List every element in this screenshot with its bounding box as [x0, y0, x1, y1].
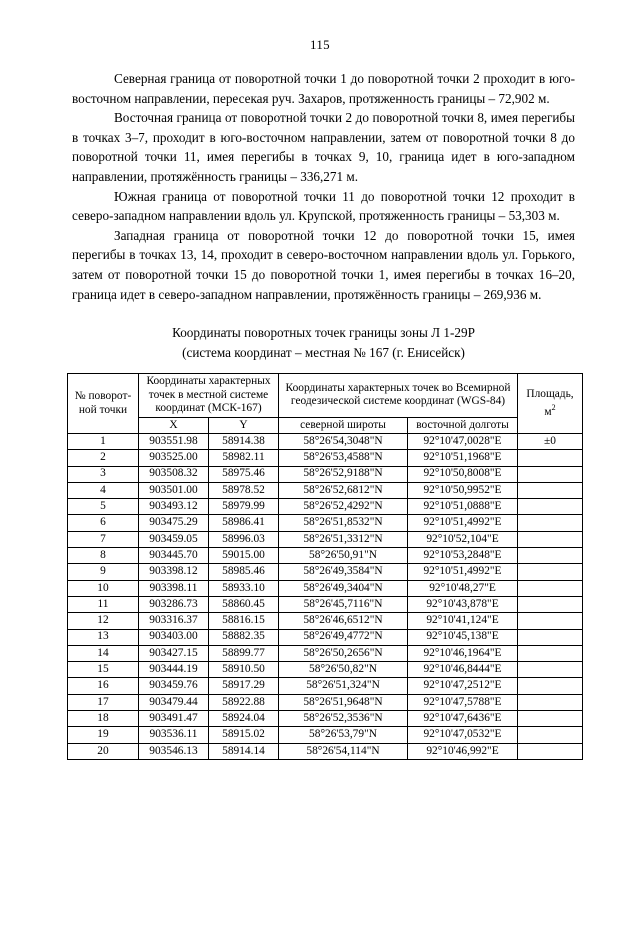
cell-longitude: 92°10'47,6436"E	[408, 710, 518, 726]
cell-y: 58985.46	[209, 564, 279, 580]
paragraph-north-border: Северная граница от поворотной точки 1 до поворотной точки 2 проходит в юго-восточном направлении, пересекая руч. Захаров, протяженность границы – 72,902 м.	[72, 71, 575, 106]
cell-latitude: 58°26'50,82"N	[279, 662, 408, 678]
cell-point-number: 2	[68, 450, 139, 466]
cell-y: 58979.99	[209, 499, 279, 515]
table-title-line-1: Координаты поворотных точек границы зоны Л 1-29Р	[172, 325, 475, 341]
table-row	[68, 482, 583, 498]
cell-x: 903551.98	[139, 433, 209, 449]
cell-longitude: 92°10'53,2848"E	[408, 548, 518, 564]
cell-area	[518, 645, 583, 661]
cell-latitude: 58°26'51,324"N	[279, 678, 408, 694]
coordinates-table	[67, 373, 583, 760]
cell-area	[518, 596, 583, 612]
table-row	[68, 596, 583, 612]
cell-point-number: 20	[68, 743, 139, 759]
cell-point-number: 7	[68, 531, 139, 547]
cell-longitude: 92°10'51,1968"E	[408, 450, 518, 466]
table-row	[68, 433, 583, 449]
cell-x: 903459.76	[139, 678, 209, 694]
cell-y: 58986.41	[209, 515, 279, 531]
cell-y: 58922.88	[209, 694, 279, 710]
header-wgs-coords: Координаты характерных точек во Всемирной геодезической системе координат (WGS-84)	[279, 374, 518, 417]
cell-x: 903403.00	[139, 629, 209, 645]
cell-longitude: 92°10'51,4992"E	[408, 564, 518, 580]
cell-latitude: 58°26'53,4588"N	[279, 450, 408, 466]
table-title	[0, 323, 640, 362]
header-area	[518, 374, 583, 434]
table-row	[68, 613, 583, 629]
cell-point-number: 4	[68, 482, 139, 498]
table-row	[68, 499, 583, 515]
table-header	[68, 374, 583, 434]
cell-longitude: 92°10'45,138"E	[408, 629, 518, 645]
table-body	[68, 433, 583, 759]
table-row	[68, 727, 583, 743]
cell-x: 903475.29	[139, 515, 209, 531]
cell-x: 903398.12	[139, 564, 209, 580]
cell-longitude: 92°10'51,4992"E	[408, 515, 518, 531]
page-number: 115	[310, 37, 330, 52]
cell-point-number: 13	[68, 629, 139, 645]
cell-y: 58910.50	[209, 662, 279, 678]
cell-area	[518, 450, 583, 466]
cell-y: 58933.10	[209, 580, 279, 596]
cell-point-number: 16	[68, 678, 139, 694]
cell-area	[518, 482, 583, 498]
cell-latitude: 58°26'49,4772"N	[279, 629, 408, 645]
cell-longitude: 92°10'51,0888"E	[408, 499, 518, 515]
cell-x: 903286.73	[139, 596, 209, 612]
cell-longitude: 92°10'52,104"E	[408, 531, 518, 547]
header-longitude: восточной долготы	[408, 417, 518, 433]
cell-x: 903427.15	[139, 645, 209, 661]
cell-longitude: 92°10'47,2512"E	[408, 678, 518, 694]
header-area-label: Площадь,	[526, 387, 574, 400]
cell-latitude: 58°26'50,91"N	[279, 548, 408, 564]
body-text-block	[0, 69, 640, 304]
table-row	[68, 580, 583, 596]
table-row	[68, 564, 583, 580]
cell-y: 58899.77	[209, 645, 279, 661]
cell-longitude: 92°10'46,8444"E	[408, 662, 518, 678]
cell-area	[518, 613, 583, 629]
cell-longitude: 92°10'46,1964"E	[408, 645, 518, 661]
header-y: Y	[209, 417, 279, 433]
cell-y: 58996.03	[209, 531, 279, 547]
cell-latitude: 58°26'54,114"N	[279, 743, 408, 759]
cell-y: 58917.29	[209, 678, 279, 694]
cell-point-number: 17	[68, 694, 139, 710]
table-row	[68, 531, 583, 547]
header-local-coords: Координаты характерных точек в местной системе координат (МСК-167)	[139, 374, 279, 417]
table-row	[68, 629, 583, 645]
cell-latitude: 58°26'49,3404"N	[279, 580, 408, 596]
cell-area	[518, 580, 583, 596]
cell-longitude: 92°10'41,124"E	[408, 613, 518, 629]
table-header-row-2	[68, 417, 583, 433]
cell-longitude: 92°10'47,0028"E	[408, 433, 518, 449]
cell-x: 903459.05	[139, 531, 209, 547]
cell-point-number: 3	[68, 466, 139, 482]
cell-longitude: 92°10'46,992"E	[408, 743, 518, 759]
table-row	[68, 466, 583, 482]
cell-y: 58978.52	[209, 482, 279, 498]
cell-x: 903398.11	[139, 580, 209, 596]
cell-latitude: 58°26'54,3048"N	[279, 433, 408, 449]
cell-latitude: 58°26'52,6812"N	[279, 482, 408, 498]
cell-point-number: 12	[68, 613, 139, 629]
header-x: X	[139, 417, 209, 433]
cell-x: 903316.37	[139, 613, 209, 629]
cell-x: 903445.70	[139, 548, 209, 564]
cell-longitude: 92°10'43,878"E	[408, 596, 518, 612]
cell-latitude: 58°26'46,6512"N	[279, 613, 408, 629]
cell-area	[518, 727, 583, 743]
coordinates-table-container	[0, 373, 640, 760]
cell-x: 903501.00	[139, 482, 209, 498]
cell-y: 58914.14	[209, 743, 279, 759]
cell-y: 58816.15	[209, 613, 279, 629]
cell-latitude: 58°26'52,4292"N	[279, 499, 408, 515]
cell-point-number: 8	[68, 548, 139, 564]
cell-area	[518, 710, 583, 726]
cell-y: 58915.02	[209, 727, 279, 743]
cell-x: 903493.12	[139, 499, 209, 515]
cell-latitude: 58°26'51,9648"N	[279, 694, 408, 710]
table-row	[68, 548, 583, 564]
cell-area	[518, 531, 583, 547]
cell-area	[518, 743, 583, 759]
cell-longitude: 92°10'47,0532"E	[408, 727, 518, 743]
cell-area	[518, 548, 583, 564]
cell-y: 58860.45	[209, 596, 279, 612]
cell-latitude: 58°26'53,79"N	[279, 727, 408, 743]
cell-longitude: 92°10'47,5788"E	[408, 694, 518, 710]
cell-point-number: 5	[68, 499, 139, 515]
cell-area	[518, 499, 583, 515]
cell-area	[518, 629, 583, 645]
cell-point-number: 15	[68, 662, 139, 678]
cell-latitude: 58°26'51,8532"N	[279, 515, 408, 531]
cell-x: 903444.19	[139, 662, 209, 678]
cell-point-number: 9	[68, 564, 139, 580]
cell-point-number: 10	[68, 580, 139, 596]
cell-point-number: 6	[68, 515, 139, 531]
paragraph-south-border: Южная граница от поворотной точки 11 до поворотной точки 12 проходит в северо-западном направлении вдоль ул. Крупской, протяженность границы – 53,303 м.	[72, 188, 575, 224]
cell-longitude: 92°10'50,8008"E	[408, 466, 518, 482]
cell-x: 903536.11	[139, 727, 209, 743]
cell-longitude: 92°10'48,27"E	[408, 580, 518, 596]
table-row	[68, 450, 583, 466]
table-row	[68, 515, 583, 531]
cell-x: 903508.32	[139, 466, 209, 482]
cell-latitude: 58°26'52,3536"N	[279, 710, 408, 726]
cell-y: 58882.35	[209, 629, 279, 645]
cell-area	[518, 515, 583, 531]
cell-point-number: 11	[68, 596, 139, 612]
header-area-unit-exponent: 2	[551, 403, 556, 413]
cell-area	[518, 662, 583, 678]
header-latitude: северной широты	[279, 417, 408, 433]
table-title-line-2: (система координат – местная № 167 (г. Енисейск)	[182, 344, 465, 360]
cell-y: 58924.04	[209, 710, 279, 726]
table-row	[68, 645, 583, 661]
cell-point-number: 19	[68, 727, 139, 743]
cell-latitude: 58°26'45,7116"N	[279, 596, 408, 612]
table-header-row-1	[68, 374, 583, 417]
cell-y: 58982.11	[209, 450, 279, 466]
cell-area	[518, 678, 583, 694]
cell-x: 903479.44	[139, 694, 209, 710]
cell-point-number: 14	[68, 645, 139, 661]
cell-latitude: 58°26'52,9188"N	[279, 466, 408, 482]
cell-latitude: 58°26'51,3312"N	[279, 531, 408, 547]
header-area-unit: м	[544, 406, 552, 419]
cell-area	[518, 694, 583, 710]
cell-y: 59015.00	[209, 548, 279, 564]
cell-area	[518, 564, 583, 580]
table-row	[68, 694, 583, 710]
cell-area: ±0	[518, 433, 583, 449]
cell-x: 903491.47	[139, 710, 209, 726]
cell-longitude: 92°10'50,9952"E	[408, 482, 518, 498]
document-page	[0, 38, 640, 943]
cell-y: 58975.46	[209, 466, 279, 482]
paragraph-east-border: Восточная граница от поворотной точки 2 до поворотной точки 8, имея перегибы в точках 3–7, проходит в юго-восточном направлении, затем от поворотной точки 8 до поворотной точки 11, имея перегибы в точках 9, 10, граница идет в юго-западном направлении, протяжённость границы – 336,271 м.	[72, 110, 575, 184]
cell-point-number: 18	[68, 710, 139, 726]
cell-y: 58914.38	[209, 433, 279, 449]
table-row	[68, 743, 583, 759]
cell-x: 903525.00	[139, 450, 209, 466]
table-row	[68, 710, 583, 726]
cell-latitude: 58°26'49,3584"N	[279, 564, 408, 580]
table-row	[68, 662, 583, 678]
cell-x: 903546.13	[139, 743, 209, 759]
paragraph-west-border: Западная граница от поворотной точки 12 до поворотной точки 15, имея перегибы в точках 13, 14, проходит в северо-восточном направлении вдоль ул. Горького, затем от поворотной точки 15 до поворотной точки 1, имея перегибы в точках 16–20, граница идет в северо-западном направлении, протяжённость границы – 269,936 м.	[72, 227, 575, 302]
header-point-number: № поворотной точки	[68, 374, 139, 434]
cell-point-number: 1	[68, 433, 139, 449]
cell-area	[518, 466, 583, 482]
table-row	[68, 678, 583, 694]
cell-latitude: 58°26'50,2656"N	[279, 645, 408, 661]
